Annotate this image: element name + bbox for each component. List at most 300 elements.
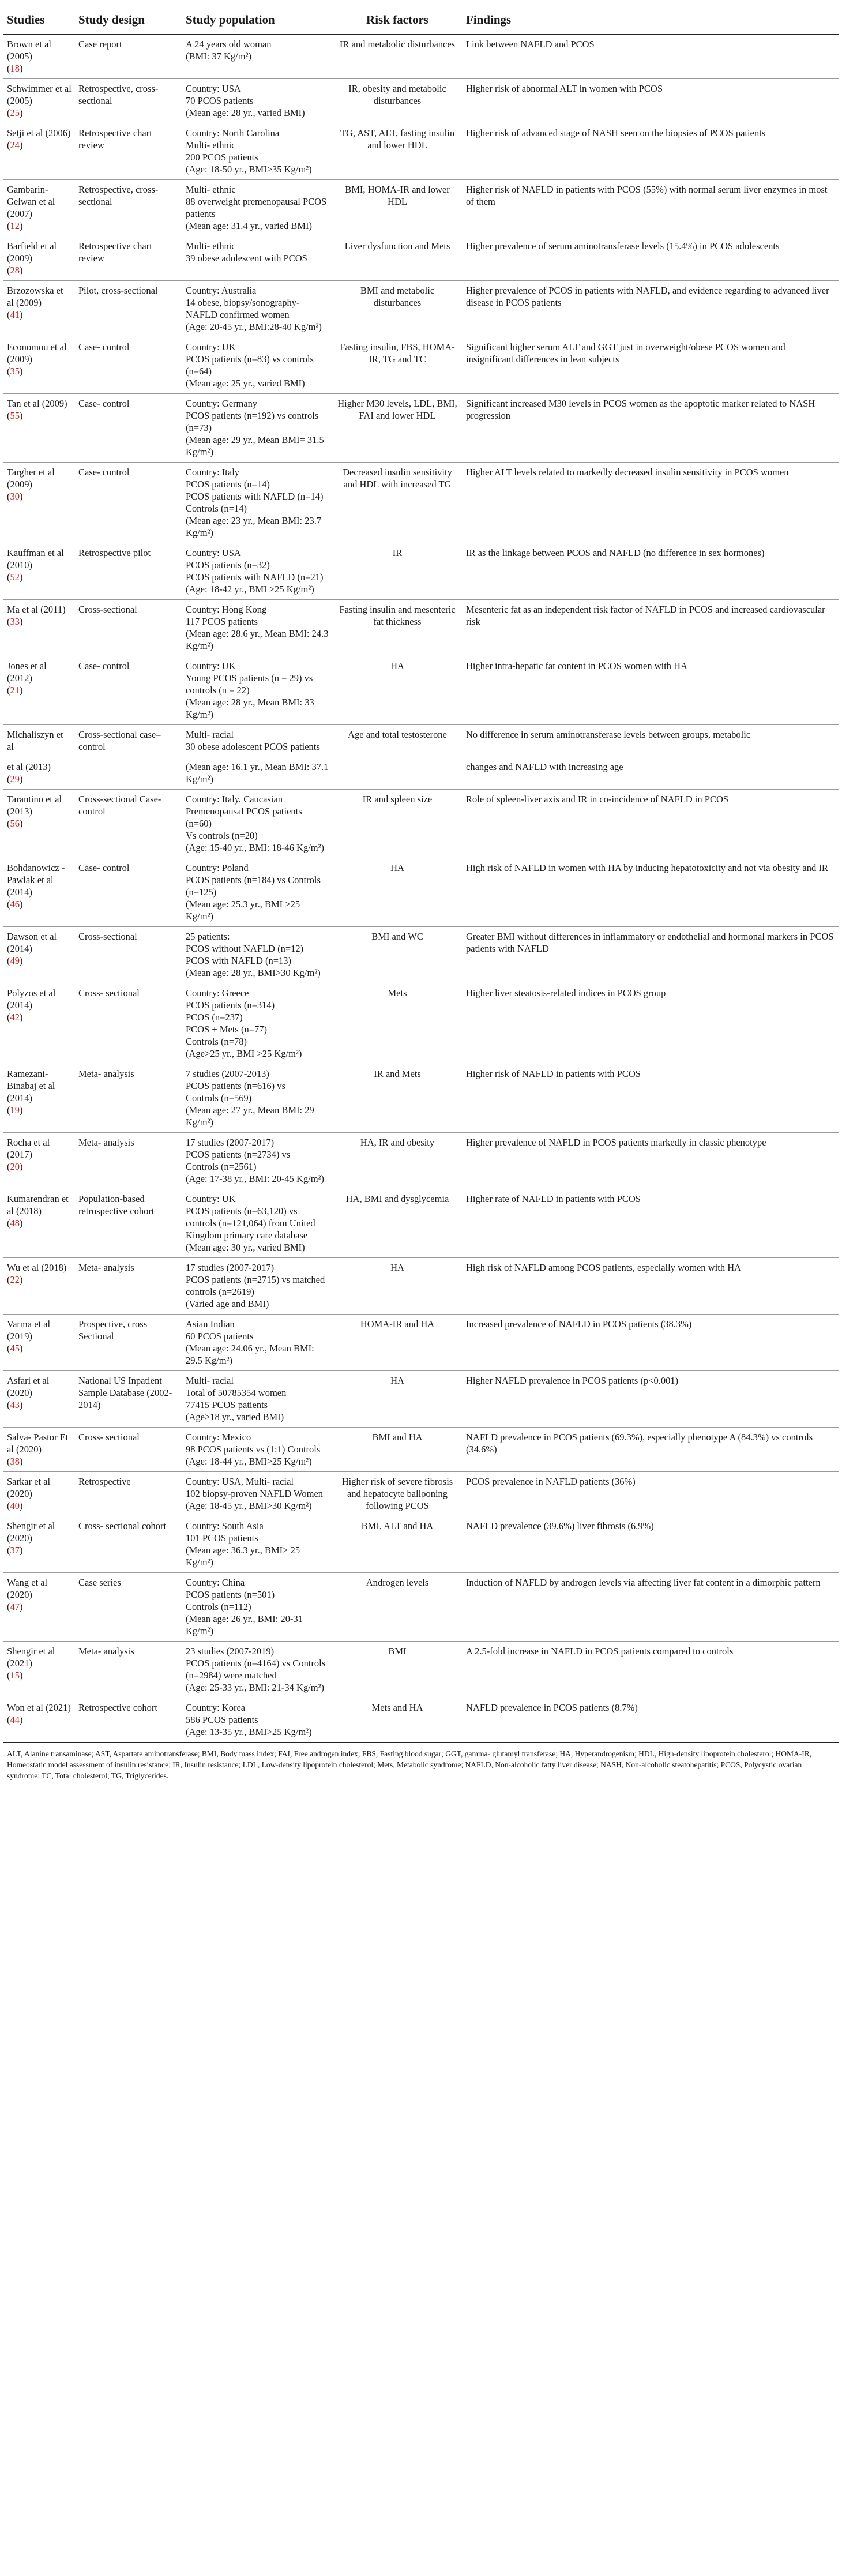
cell-study (3, 1642, 75, 1698)
study-author: Wu et al (2018) (7, 1262, 67, 1273)
reference-number[interactable]: 18 (10, 63, 20, 74)
cell-study-design: Case- control (75, 394, 182, 463)
cell-findings: Higher risk of abnormal ALT in women with PCOS (463, 79, 839, 123)
cell-findings: A 2.5-fold increase in NAFLD in PCOS patients compared to controls (463, 1642, 839, 1698)
cell-findings: PCOS prevalence in NAFLD patients (36%) (463, 1472, 839, 1516)
table-row (3, 1133, 839, 1189)
reference-number[interactable]: 44 (10, 1714, 20, 1725)
study-author: Gambarin-Gelwan et al (2007) (7, 184, 55, 219)
population-line: (Mean age: 28 yr., BMI>30 Kg/m²) (186, 967, 321, 978)
population-line: (Mean age: 27 yr., Mean BMI: 29 Kg/m²) (186, 1105, 314, 1128)
cell-risk-factors: Higher M30 levels, LDL, BMI, FAI and lower HDL (332, 394, 463, 463)
reference-link[interactable]: (25) (7, 107, 23, 118)
table-row (3, 1315, 839, 1371)
cell-study-population (182, 123, 332, 180)
population-line: (Mean age: 31.4 yr., varied BMI) (186, 220, 313, 231)
table-row (3, 281, 839, 337)
reference-number[interactable]: 29 (10, 773, 20, 784)
study-author: Brown et al (2005) (7, 39, 51, 62)
cell-risk-factors: IR and spleen size (332, 790, 463, 858)
population-line: (Mean age: 26 yr., BMI: 20-31 Kg/m²) (186, 1613, 303, 1636)
cell-study (3, 1516, 75, 1573)
population-line: Multi- ethnic (186, 241, 236, 251)
reference-number[interactable]: 40 (10, 1500, 20, 1511)
reference-number[interactable]: 30 (10, 491, 20, 502)
population-line: Country: UK (186, 341, 236, 352)
population-line: (Varied age and BMI) (186, 1298, 269, 1309)
study-author: Ma et al (2011) (7, 604, 66, 615)
reference-number[interactable]: 28 (10, 265, 20, 276)
cell-risk-factors: BMI, HOMA-IR and lower HDL (332, 180, 463, 236)
table-row (3, 543, 839, 600)
reference-link[interactable]: (20) (7, 1161, 23, 1172)
reference-link[interactable]: (56) (7, 818, 23, 829)
population-line: Country: UK (186, 1193, 236, 1204)
reference-number[interactable]: 46 (10, 899, 20, 910)
cell-study-population (182, 1315, 332, 1371)
reference-link[interactable]: (30) (7, 491, 23, 502)
reference-number[interactable]: 25 (10, 107, 20, 118)
cell-risk-factors: IR and metabolic disturbances (332, 35, 463, 79)
table-row (3, 725, 839, 757)
reference-link[interactable]: (44) (7, 1714, 23, 1725)
study-author: Tan et al (2009) (7, 398, 67, 409)
reference-link[interactable]: (40) (7, 1500, 23, 1511)
population-line: PCOS (n=237) (186, 1012, 243, 1023)
cell-study-population (182, 600, 332, 656)
population-line: 14 obese, biopsy/sonography-NAFLD confirmed women (186, 297, 300, 320)
reference-number[interactable]: 48 (10, 1218, 20, 1229)
cell-findings: Higher prevalence of NAFLD in PCOS patients markedly in classic phenotype (463, 1133, 839, 1189)
population-line: Vs controls (n=20) (186, 830, 258, 841)
study-author: Bohdanowicz -Pawlak et al (2014) (7, 862, 65, 898)
cell-study-design (75, 757, 182, 790)
population-line: 586 PCOS patients (186, 1714, 258, 1725)
cell-study (3, 1428, 75, 1472)
population-line: 101 PCOS patients (186, 1533, 258, 1544)
cell-findings: High risk of NAFLD in women with HA by inducing hepatotoxicity and not via obesity and IR (463, 858, 839, 927)
reference-number[interactable]: 35 (10, 366, 20, 377)
population-line: 77415 PCOS patients (186, 1399, 268, 1410)
reference-number[interactable]: 37 (10, 1545, 20, 1556)
reference-link[interactable]: (49) (7, 955, 23, 966)
cell-study (3, 1573, 75, 1642)
cell-risk-factors: IR (332, 543, 463, 600)
table-row (3, 1472, 839, 1516)
reference-number[interactable]: 19 (10, 1105, 20, 1116)
cell-study-population (182, 725, 332, 757)
cell-findings: Higher prevalence of PCOS in patients with NAFLD, and evidence regarding to advanced liver disease in PCOS patients (463, 281, 839, 337)
population-line: (Mean age: 25 yr., varied BMI) (186, 378, 305, 389)
cell-study (3, 79, 75, 123)
cell-study (3, 1315, 75, 1371)
cell-study (3, 123, 75, 180)
population-line: PCOS patients (n=2715) vs matched controls (n=2619) (186, 1274, 325, 1297)
cell-risk-factors: Decreased insulin sensitivity and HDL with increased TG (332, 463, 463, 543)
header-study-design: Study design (75, 6, 182, 35)
cell-findings: Higher ALT levels related to markedly decreased insulin sensitivity in PCOS women (463, 463, 839, 543)
cell-findings: Significant higher serum ALT and GGT just in overweight/obese PCOS women and insignificant differences in lean subjects (463, 337, 839, 394)
reference-link[interactable]: (22) (7, 1274, 23, 1285)
cell-risk-factors: TG, AST, ALT, fasting insulin and lower HDL (332, 123, 463, 180)
reference-link[interactable]: (18) (7, 63, 23, 74)
reference-link[interactable]: (21) (7, 685, 23, 696)
cell-study-design: Case- control (75, 656, 182, 725)
table-row (3, 180, 839, 236)
table-row (3, 858, 839, 927)
cell-risk-factors: HA, BMI and dysglycemia (332, 1189, 463, 1258)
cell-risk-factors: IR and Mets (332, 1064, 463, 1133)
study-author: Salva- Pastor Et al (2020) (7, 1432, 69, 1455)
table-row (3, 123, 839, 180)
reference-link[interactable]: (15) (7, 1670, 23, 1681)
table-row (3, 463, 839, 543)
reference-number[interactable]: 12 (10, 220, 20, 231)
cell-study-design: Retrospective, cross-sectional (75, 79, 182, 123)
cell-study-population (182, 1573, 332, 1642)
reference-number[interactable]: 49 (10, 955, 20, 966)
cell-study (3, 1258, 75, 1315)
population-line: (Mean age: 28 yr., varied BMI) (186, 107, 305, 118)
population-line: Multi- racial (186, 1375, 234, 1386)
cell-study-population (182, 1133, 332, 1189)
population-line: 117 PCOS patients (186, 616, 258, 627)
cell-study-population (182, 1189, 332, 1258)
population-line: controls (n = 22) (186, 685, 250, 696)
header-findings: Findings (463, 6, 839, 35)
cell-findings: changes and NAFLD with increasing age (463, 757, 839, 790)
study-author: Kauffman et al (2010) (7, 547, 64, 570)
reference-number[interactable]: 38 (10, 1456, 20, 1467)
cell-study-design: Meta- analysis (75, 1642, 182, 1698)
table-row (3, 1258, 839, 1315)
cell-study-design: Meta- analysis (75, 1064, 182, 1133)
cell-study (3, 394, 75, 463)
population-line: Country: Greece (186, 987, 249, 998)
cell-study-design: Case- control (75, 858, 182, 927)
cell-study-population (182, 790, 332, 858)
cell-findings: NAFLD prevalence (39.6%) liver fibrosis (6.9%) (463, 1516, 839, 1573)
cell-study (3, 790, 75, 858)
population-line: Country: China (186, 1577, 245, 1588)
cell-study-design: Retrospective chart review (75, 236, 182, 281)
reference-number[interactable]: 24 (10, 140, 20, 151)
study-author: Barfield et al (2009) (7, 241, 57, 264)
population-line: Controls (n=2561) (186, 1161, 257, 1172)
cell-risk-factors: BMI and metabolic disturbances (332, 281, 463, 337)
reference-link[interactable]: (29) (7, 773, 23, 784)
population-line: (Age: 18-50 yr., BMI>35 Kg/m²) (186, 164, 312, 175)
cell-risk-factors: HA (332, 1371, 463, 1428)
cell-risk-factors: Higher risk of severe fibrosis and hepatocyte ballooning following PCOS (332, 1472, 463, 1516)
cell-study-population (182, 1064, 332, 1133)
cell-risk-factors: HOMA-IR and HA (332, 1315, 463, 1371)
cell-study-population (182, 757, 332, 790)
population-line: Multi- racial (186, 729, 234, 740)
cell-risk-factors: Androgen levels (332, 1573, 463, 1642)
study-author: Jones et al (2012) (7, 660, 47, 684)
reference-link[interactable]: (19) (7, 1105, 23, 1116)
reference-number[interactable]: 15 (10, 1670, 20, 1681)
population-line: PCOS patients (n=501) (186, 1589, 275, 1600)
cell-risk-factors: Mets (332, 983, 463, 1064)
cell-study (3, 543, 75, 600)
study-author: Schwimmer et al (2005) (7, 83, 72, 106)
reference-link[interactable]: (24) (7, 140, 23, 151)
cell-study (3, 983, 75, 1064)
population-line: 23 studies (2007-2019) (186, 1646, 275, 1657)
population-line: PCOS patients (n=616) vs (186, 1080, 285, 1091)
population-line: 70 PCOS patients (186, 95, 254, 106)
cell-study (3, 927, 75, 983)
cell-study-design: National US Inpatient Sample Database (2002-2014) (75, 1371, 182, 1428)
population-line: Country: North Carolina (186, 127, 280, 138)
cell-study (3, 236, 75, 281)
cell-study (3, 281, 75, 337)
cell-findings: High risk of NAFLD among PCOS patients, especially women with HA (463, 1258, 839, 1315)
cell-study (3, 725, 75, 757)
population-line: 25 patients: (186, 931, 230, 942)
study-author: Asfari et al (2020) (7, 1375, 50, 1398)
reference-link[interactable]: (28) (7, 265, 23, 276)
population-line: PCOS patients (n=4164) vs Controls (n=2984) were matched (186, 1658, 326, 1681)
cell-study-design: Cross- sectional (75, 1428, 182, 1472)
cell-study-design: Cross-sectional (75, 927, 182, 983)
cell-findings: Higher risk of NAFLD in patients with PCOS (463, 1064, 839, 1133)
population-line: 17 studies (2007-2017) (186, 1137, 275, 1148)
cell-study-design: Population-based retrospective cohort (75, 1189, 182, 1258)
cell-study-population (182, 656, 332, 725)
table-row (3, 600, 839, 656)
reference-link[interactable]: (48) (7, 1218, 23, 1229)
population-line: Country: Italy (186, 467, 240, 478)
reference-link[interactable]: (46) (7, 899, 23, 910)
cell-study-design: Cross- sectional (75, 983, 182, 1064)
study-author: Economou et al (2009) (7, 341, 67, 365)
reference-link[interactable]: (52) (7, 572, 23, 583)
cell-study-design: Case report (75, 35, 182, 79)
cell-study (3, 757, 75, 790)
population-line: (Age: 25-33 yr., BMI: 21-34 Kg/m²) (186, 1682, 325, 1693)
reference-link[interactable]: (38) (7, 1456, 23, 1467)
cell-study (3, 656, 75, 725)
cell-risk-factors: IR, obesity and metabolic disturbances (332, 79, 463, 123)
reference-link[interactable]: (35) (7, 366, 23, 377)
population-line: Young PCOS patients (n = 29) vs (186, 673, 313, 684)
study-author: Kumarendran et al (2018) (7, 1193, 69, 1216)
study-author: Brzozowska et al (2009) (7, 285, 63, 308)
reference-number[interactable]: 55 (10, 410, 20, 421)
population-line: (Mean age: 23 yr., Mean BMI: 23.7 Kg/m²) (186, 515, 322, 538)
population-line: Controls (n=569) (186, 1092, 252, 1103)
cell-findings: NAFLD prevalence in PCOS patients (69.3%), especially phenotype A (84.3%) vs controls (34.6%) (463, 1428, 839, 1472)
reference-link[interactable]: (45) (7, 1343, 23, 1354)
population-line: (Mean age: 29 yr., Mean BMI= 31.5 Kg/m²) (186, 434, 324, 457)
population-line: (Mean age: 28.6 yr., Mean BMI: 24.3 Kg/m²) (186, 628, 329, 651)
cell-risk-factors: BMI, ALT and HA (332, 1516, 463, 1573)
population-line: Country: USA (186, 83, 241, 94)
cell-risk-factors: Liver dysfunction and Mets (332, 236, 463, 281)
cell-study-population (182, 337, 332, 394)
population-line: PCOS patients with NAFLD (n=21) (186, 572, 324, 583)
study-author: Polyzos et al (2014) (7, 987, 56, 1011)
table-row (3, 1516, 839, 1573)
population-line: Asian Indian (186, 1319, 235, 1330)
population-line: 88 overweight premenopausal PCOS patients (186, 196, 327, 219)
reference-number[interactable]: 33 (10, 616, 20, 627)
cell-risk-factors: HA (332, 656, 463, 725)
cell-risk-factors: BMI and WC (332, 927, 463, 983)
population-line: Country: Australia (186, 285, 257, 296)
population-line: PCOS patients (n=192) vs controls (n=73) (186, 410, 319, 433)
cell-risk-factors: HA (332, 1258, 463, 1315)
table-row (3, 757, 839, 790)
cell-study (3, 1472, 75, 1516)
population-line: (Mean age: 25.3 yr., BMI >25 Kg/m²) (186, 899, 300, 922)
population-line: (Age: 18-45 yr., BMI>30 Kg/m²) (186, 1500, 312, 1511)
cell-risk-factors: Fasting insulin, FBS, HOMA-IR, TG and TC (332, 337, 463, 394)
population-line: (BMI: 37 Kg/m²) (186, 51, 252, 62)
population-line: 7 studies (2007-2013) (186, 1068, 269, 1079)
cell-study (3, 1133, 75, 1189)
table-footnote: ALT, Alanine transaminase; AST, Aspartate aminotransferase; BMI, Body mass index; FAI, Free androgen index; FBS, Fasting blood sugar; GGT, gamma- glutamyl transferase; HA, Hyperandrogenism; HDL, High-density lipoprotein cholesterol; HOMA-IR, Homeostatic model assessment of insulin resistance; IR, Insulin resistance; LDL, Low-density lipoprotein cholesterol; Mets, Metabolic syndrome; NAFLD, Non-alcoholic fatty liver disease; NASH, Non-alcoholic steatohepatitis; PCOS, Polycystic ovarian syndrome; TC, Total cholesterol; TG, Triglycerides. (7, 1749, 812, 1780)
cell-findings: Link between NAFLD and PCOS (463, 35, 839, 79)
cell-study-design: Retrospective cohort (75, 1698, 182, 1743)
population-line: Country: Poland (186, 862, 249, 873)
study-author: Wang et al (2020) (7, 1577, 48, 1600)
table-row (3, 236, 839, 281)
study-author: Shengir et al (2021) (7, 1646, 55, 1669)
cell-findings: Greater BMI without differences in inflammatory or endothelial and hormonal markers in PCOS patients with NAFLD (463, 927, 839, 983)
reference-link[interactable]: (43) (7, 1399, 23, 1410)
cell-study-population (182, 281, 332, 337)
cell-study (3, 180, 75, 236)
table-row (3, 1642, 839, 1698)
header-risk-factors: Risk factors (332, 6, 463, 35)
population-line: Country: Korea (186, 1702, 246, 1713)
reference-number[interactable]: 43 (10, 1399, 20, 1410)
cell-study-population (182, 1642, 332, 1698)
table-row (3, 790, 839, 858)
population-line: 98 PCOS patients vs (1:1) Controls (186, 1444, 321, 1455)
reference-link[interactable]: (37) (7, 1545, 23, 1556)
reference-number[interactable]: 56 (10, 818, 20, 829)
population-line: (Mean age: 24.06 yr., Mean BMI: (186, 1343, 314, 1354)
population-line: Country: Germany (186, 398, 258, 409)
cell-study-design: Retrospective chart review (75, 123, 182, 180)
cell-findings: Higher intra-hepatic fat content in PCOS women with HA (463, 656, 839, 725)
population-line: PCOS patients (n=184) vs Controls (n=125) (186, 874, 321, 898)
study-author: Rocha et al (2017) (7, 1137, 50, 1160)
population-line: 29.5 Kg/m²) (186, 1355, 233, 1366)
population-line: (Mean age: 16.1 yr., Mean BMI: 37.1 Kg/m²) (186, 761, 329, 784)
population-line: Country: UK (186, 660, 236, 671)
cell-study-design: Case- control (75, 463, 182, 543)
cell-study (3, 337, 75, 394)
reference-link[interactable]: (41) (7, 309, 23, 320)
study-author: Shengir et al (2020) (7, 1520, 55, 1544)
population-line: PCOS without NAFLD (n=12) (186, 943, 304, 954)
population-line: 39 obese adolescent with PCOS (186, 253, 307, 264)
population-line: (Age: 18-44 yr., BMI>25 Kg/m²) (186, 1456, 312, 1467)
reference-number[interactable]: 21 (10, 685, 20, 696)
cell-study-population (182, 394, 332, 463)
cell-findings: Mesenteric fat as an independent risk factor of NAFLD in PCOS and increased cardiovascular risk (463, 600, 839, 656)
cell-findings: Higher risk of NAFLD in patients with PCOS (55%) with normal serum liver enzymes in most of them (463, 180, 839, 236)
study-author: Sarkar et al (2020) (7, 1476, 51, 1499)
cell-study-population (182, 79, 332, 123)
cell-study-population (182, 35, 332, 79)
cell-study-population (182, 236, 332, 281)
cell-findings: No difference in serum aminotransferase levels between groups, metabolic (463, 725, 839, 757)
reference-link[interactable]: (55) (7, 410, 23, 421)
population-line: Multi- ethnic (186, 140, 236, 151)
population-line: (Mean age: 30 yr., varied BMI) (186, 1242, 305, 1253)
reference-number[interactable]: 22 (10, 1274, 20, 1285)
table-row (3, 983, 839, 1064)
population-line: PCOS patients (n=2734) vs (186, 1149, 291, 1160)
population-line: (Mean age: 28 yr., Mean BMI: 33 Kg/m²) (186, 697, 314, 720)
population-line: (Age: 17-38 yr., BMI: 20-45 Kg/m²) (186, 1173, 325, 1184)
population-line: (Age: 13-35 yr., BMI>25 Kg/m²) (186, 1726, 312, 1737)
cell-study-design: Meta- analysis (75, 1133, 182, 1189)
cell-study-population (182, 927, 332, 983)
reference-link[interactable]: (33) (7, 616, 23, 627)
reference-link[interactable]: (47) (7, 1601, 23, 1612)
reference-number[interactable]: 20 (10, 1161, 20, 1172)
reference-number[interactable]: 42 (10, 1012, 20, 1023)
reference-number[interactable]: 52 (10, 572, 20, 583)
cell-study-population (182, 180, 332, 236)
population-line: PCOS with NAFLD (n=13) (186, 955, 292, 966)
cell-study-design: Case series (75, 1573, 182, 1642)
reference-link[interactable]: (12) (7, 220, 23, 231)
reference-number[interactable]: 45 (10, 1343, 20, 1354)
cell-study-design: Case- control (75, 337, 182, 394)
population-line: A 24 years old woman (186, 39, 272, 50)
table-header-row (3, 6, 839, 35)
table-body (3, 35, 839, 1743)
cell-study (3, 1371, 75, 1428)
reference-number[interactable]: 41 (10, 309, 20, 320)
table-row (3, 1371, 839, 1428)
cell-study-population (182, 1472, 332, 1516)
study-author: et al (2013) (7, 761, 51, 772)
cell-study-design: Meta- analysis (75, 1258, 182, 1315)
cell-study (3, 858, 75, 927)
cell-study-design: Retrospective pilot (75, 543, 182, 600)
cell-study-population (182, 1516, 332, 1573)
cell-study-population (182, 1371, 332, 1428)
reference-number[interactable]: 47 (10, 1601, 20, 1612)
population-line: Country: South Asia (186, 1520, 264, 1531)
population-line: (Age>18 yr., varied BMI) (186, 1411, 284, 1422)
header-study-population: Study population (182, 6, 332, 35)
population-line: PCOS patients (n=32) (186, 559, 270, 570)
cell-findings: Higher rate of NAFLD in patients with PCOS (463, 1189, 839, 1258)
population-line: Controls (n=14) (186, 503, 247, 514)
population-line: Country: Hong Kong (186, 604, 267, 615)
cell-study-population (182, 1258, 332, 1315)
cell-risk-factors: HA (332, 858, 463, 927)
reference-link[interactable]: (42) (7, 1012, 23, 1023)
population-line: 60 PCOS patients (186, 1331, 254, 1342)
population-line: (Mean age: 36.3 yr., BMI> 25 Kg/m²) (186, 1545, 300, 1568)
population-line: PCOS patients (n=14) (186, 479, 270, 490)
cell-study-population (182, 1428, 332, 1472)
population-line: 17 studies (2007-2017) (186, 1262, 275, 1273)
cell-findings: Higher liver steatosis-related indices in PCOS group (463, 983, 839, 1064)
